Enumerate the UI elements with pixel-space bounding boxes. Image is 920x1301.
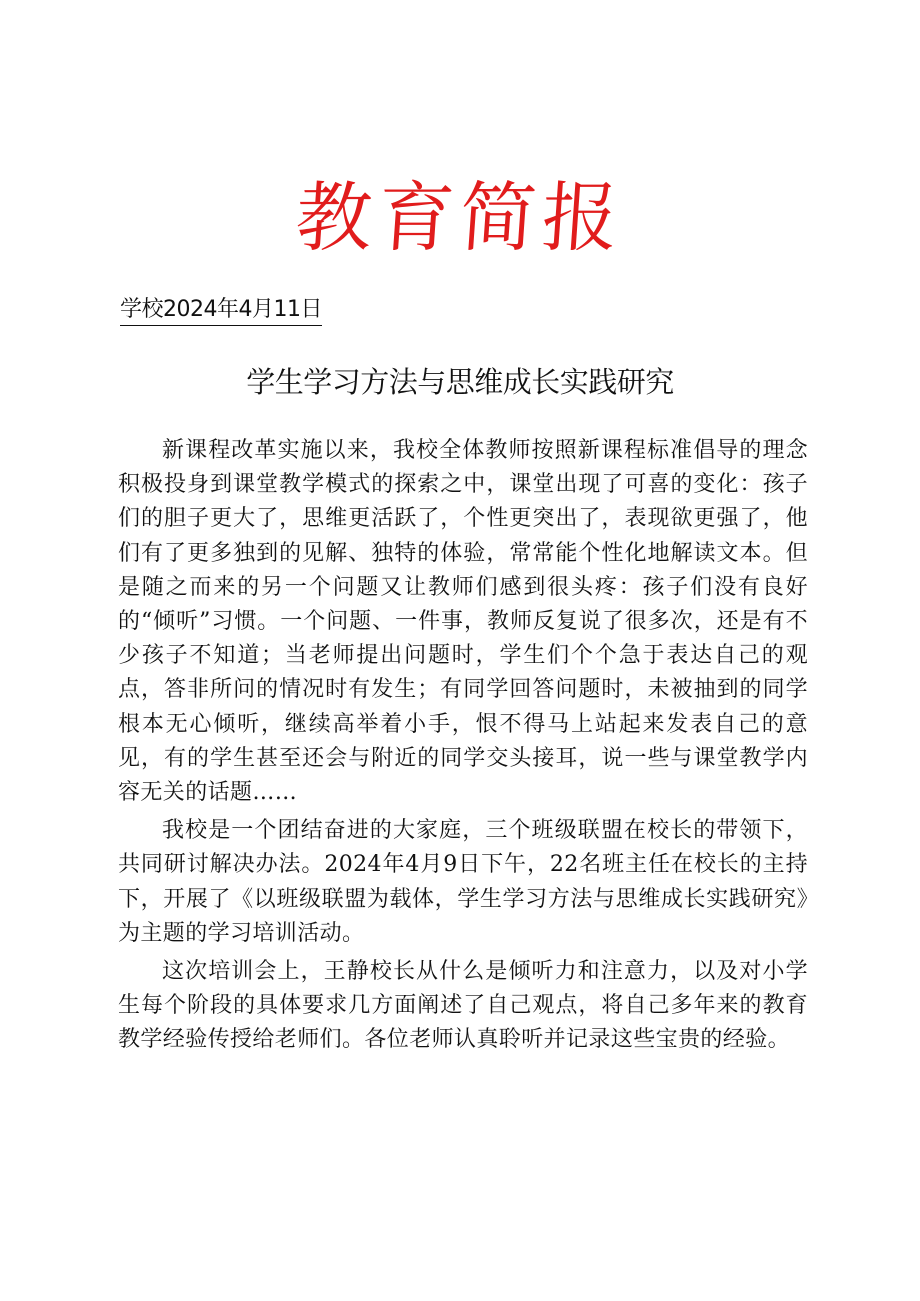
newsletter-masthead: 教育简报 (292, 173, 628, 262)
article-paragraph: 我校是一个团结奋进的大家庭，三个班级联盟在校长的带领下，共同研讨解决办法。2024年4月9日下午，22名班主任在校长的主持下，开展了《以班级联盟为载体，学生学习方法与思维成长实践研究》为主题的学习培训活动。 (118, 818, 808, 946)
article-title: 学生学习方法与思维成长实践研究 (246, 365, 674, 399)
article-paragraph: 这次培训会上，王静校长从什么是倾听力和注意力，以及对小学生每个阶段的具体要求几方面阐述了自己观点，将自己多年来的教育教学经验传授给老师们。各位老师认真聆听并记录这些宝贵的经验。 (118, 959, 808, 1053)
school-dateline: 学校2024年4月11日 (120, 295, 322, 326)
article-body (118, 434, 808, 1062)
article-paragraph: 新课程改革实施以来，我校全体教师按照新课程标准倡导的理念积极投身到课堂教学模式的探索之中，课堂出现了可喜的变化：孩子们的胆子更大了，思维更活跃了，个性更突出了，表现欲更强了，他们有了更多独到的见解、独特的体验，常常能个性化地解读文本。但是随之而来的另一个问题又让教师们感到很头疼：孩子们没有良好的“倾听”习惯。一个问题、一件事，教师反复说了很多次，还是有不少孩子不知道；当老师提出问题时，学生们个个急于表达自己的观点，答非所问的情况时有发生；有同学回答问题时，未被抽到的同学根本无心倾听，继续高举着小手，恨不得马上站起来发表自己的意见，有的学生甚至还会与附近的同学交头接耳，说一些与课堂教学内容无关的话题…… (118, 438, 808, 806)
